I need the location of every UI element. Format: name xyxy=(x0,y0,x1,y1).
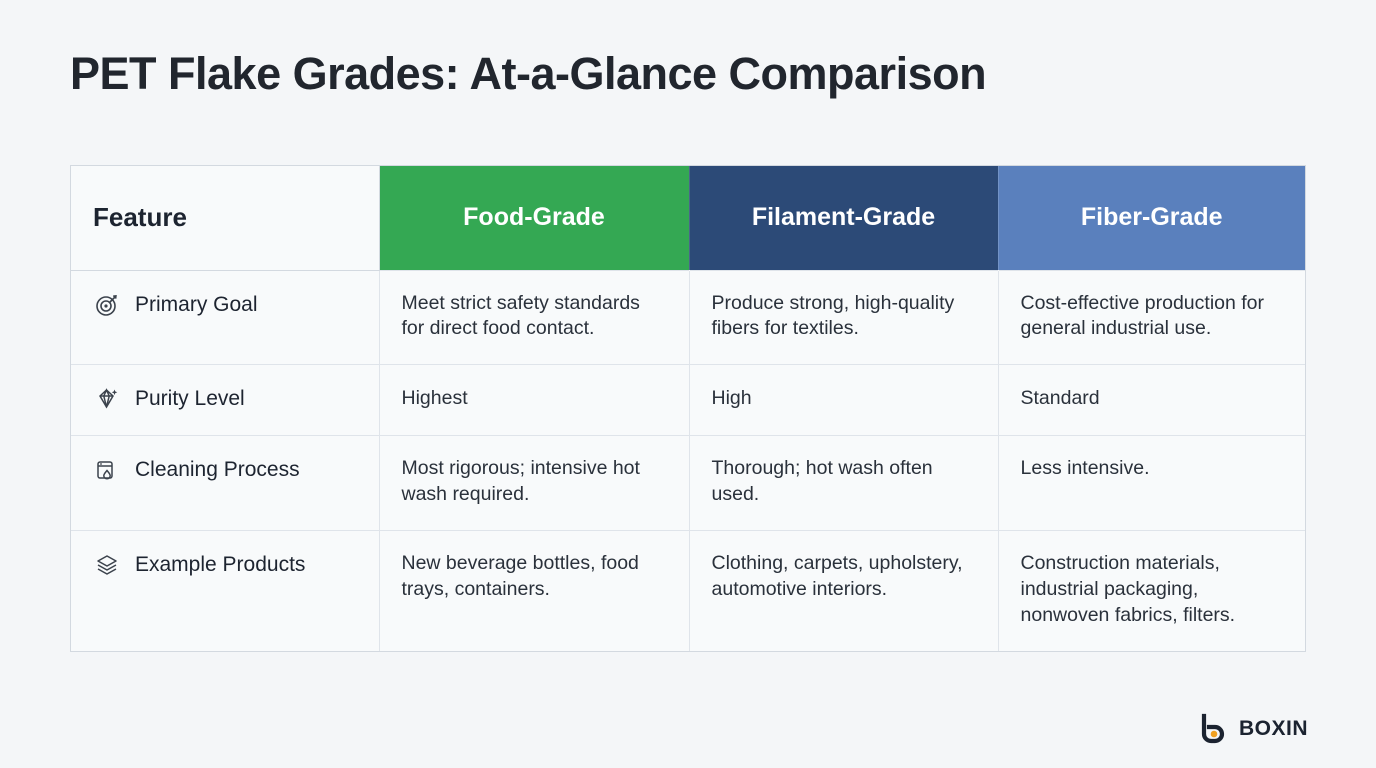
boxin-logo-icon xyxy=(1196,712,1230,746)
feature-cell xyxy=(71,436,379,531)
cell-filament-grade: Produce strong, high-quality fibers for textiles. xyxy=(689,270,998,365)
washing-machine-icon xyxy=(93,456,121,484)
cell-food-grade: Most rigorous; intensive hot wash required. xyxy=(379,436,689,531)
table-header-row xyxy=(71,166,1305,270)
comparison-table-container xyxy=(70,165,1306,652)
table-header xyxy=(71,166,1305,270)
cell-fiber-grade: Standard xyxy=(998,365,1305,436)
feature-label: Primary Goal xyxy=(135,292,258,316)
cell-food-grade: New beverage bottles, food trays, containers. xyxy=(379,531,689,651)
column-header-filament-grade: Filament-Grade xyxy=(689,166,998,270)
feature-cell xyxy=(71,270,379,365)
column-header-fiber-grade: Fiber-Grade xyxy=(998,166,1305,270)
table-row xyxy=(71,436,1305,531)
diamond-icon xyxy=(93,385,121,413)
cell-food-grade: Meet strict safety standards for direct food contact. xyxy=(379,270,689,365)
table-row xyxy=(71,365,1305,436)
feature-cell xyxy=(71,365,379,436)
feature-label: Purity Level xyxy=(135,387,245,411)
table-row xyxy=(71,531,1305,651)
table-body xyxy=(71,270,1305,651)
cell-fiber-grade: Construction materials, industrial packaging, nonwoven fabrics, filters. xyxy=(998,531,1305,651)
cell-fiber-grade: Less intensive. xyxy=(998,436,1305,531)
brand-logo xyxy=(1196,712,1308,746)
comparison-table xyxy=(71,166,1305,651)
cell-fiber-grade: Cost-effective production for general industrial use. xyxy=(998,270,1305,365)
cell-filament-grade: High xyxy=(689,365,998,436)
column-header-feature: Feature xyxy=(71,166,379,270)
cell-filament-grade: Thorough; hot wash often used. xyxy=(689,436,998,531)
cell-filament-grade: Clothing, carpets, upholstery, automotive interiors. xyxy=(689,531,998,651)
feature-cell xyxy=(71,531,379,651)
feature-label: Cleaning Process xyxy=(135,458,300,482)
table-row xyxy=(71,270,1305,365)
page-title: PET Flake Grades: At-a-Glance Comparison xyxy=(70,48,987,99)
layers-icon xyxy=(93,551,121,579)
column-header-food-grade: Food-Grade xyxy=(379,166,689,270)
feature-label: Example Products xyxy=(135,553,306,577)
cell-food-grade: Highest xyxy=(379,365,689,436)
brand-name: BOXIN xyxy=(1238,717,1308,740)
target-icon xyxy=(93,291,121,319)
